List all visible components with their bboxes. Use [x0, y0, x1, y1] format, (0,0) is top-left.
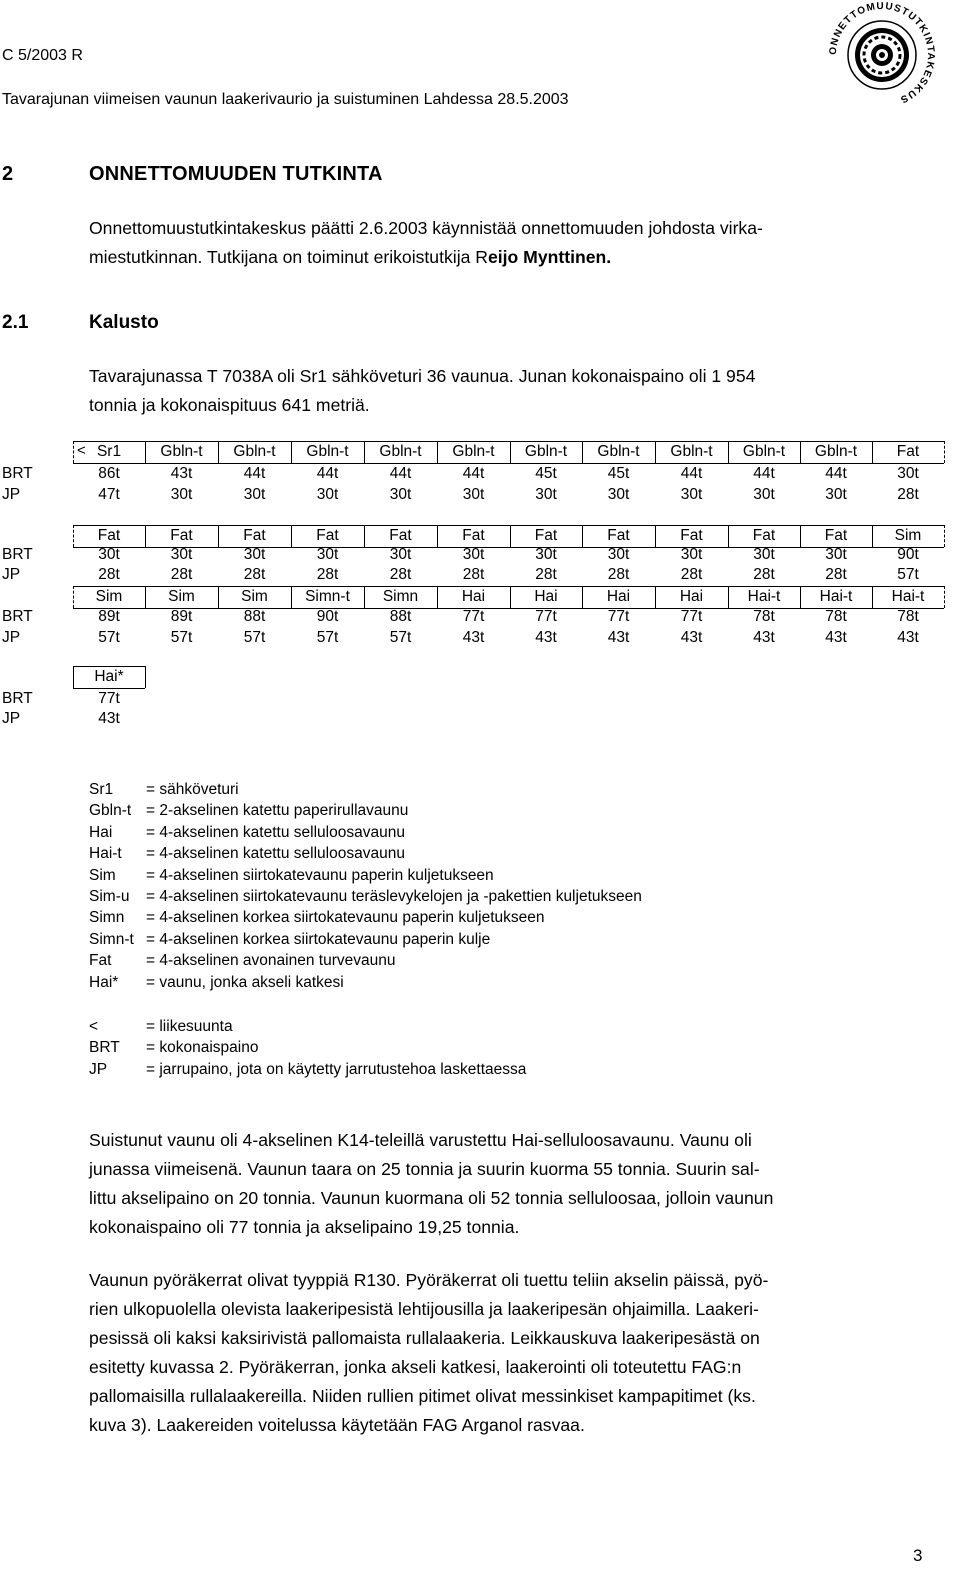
paragraph-line: littu akselipaino on 20 tonnia. Vaunun kuormana oli 52 tonnia selluloosaa, jolloin vaunun — [89, 1188, 774, 1208]
brt-value-cell: 30t — [753, 546, 775, 563]
brt-value-cell: 30t — [316, 546, 339, 563]
legend-value: = kokonaispaino — [146, 1039, 259, 1057]
wagon-type-cell: Sim — [241, 588, 268, 605]
wagon-type-cell: Fat — [97, 527, 121, 544]
section-title: ONNETTOMUUDEN TUTKINTA — [89, 163, 383, 185]
table-rule — [73, 666, 145, 667]
wagon-type-cell: Fat — [389, 527, 412, 544]
paragraph-line: rien ulkopuolella olevista laakeripesistä lehtijousilla ja laakeripesän ohjaimilla. Laakeri- — [89, 1299, 759, 1319]
brt-value-cell: 77t — [680, 608, 703, 625]
wagon-type-cell: Sim — [95, 588, 123, 605]
otk-logo-icon — [818, 0, 946, 110]
brt-value-cell: 77t — [607, 608, 630, 625]
row-label-brt: BRT — [2, 465, 33, 482]
jp-value-cell: 30t — [170, 486, 193, 503]
legend-key: Sr1 — [89, 781, 114, 798]
legend-value: = 4-akselinen katettu selluloosavaunu — [146, 845, 405, 863]
jp-value-cell: 57t — [98, 629, 120, 646]
jp-value-cell: 57t — [897, 566, 919, 583]
legend-value: = 4-akselinen siirtokatevaunu paperin kuljetukseen — [146, 866, 494, 884]
paragraph-line: tonnia ja kokonaispituus 641 metriä. — [89, 395, 370, 415]
legend-key: Gbln-t — [89, 802, 132, 820]
wagon-type-cell: Hai — [534, 588, 558, 605]
paragraph-line — [89, 243, 927, 272]
legend-value: = 2-akselinen katettu paperirullavaunu — [146, 802, 409, 820]
jp-value-cell: 57t — [243, 629, 266, 646]
brt-value-cell: 88t — [243, 608, 266, 625]
jp-value-cell: 28t — [753, 566, 775, 583]
legend-value: = 4-akselinen katettu selluloosavaunu — [146, 823, 405, 841]
jp-value-cell: 43t — [607, 629, 630, 646]
wagon-type-cell: Simn — [382, 588, 419, 605]
brt-value-cell: 44t — [243, 465, 266, 482]
brt-value-cell: 90t — [897, 546, 919, 563]
legend-key: Hai — [89, 823, 113, 841]
jp-value-cell: 57t — [316, 629, 339, 646]
jp-value-cell: 43t — [535, 629, 557, 646]
legend-value: = jarrupaino, jota on käytetty jarrutustehoa laskettaessa — [146, 1060, 527, 1078]
brt-value-cell: 77t — [462, 608, 485, 625]
jp-value-cell: 28t — [825, 566, 847, 583]
wagon-type-cell: Fat — [170, 527, 193, 544]
brt-value-cell: 30t — [535, 546, 557, 563]
paragraph-line: esitetty kuvassa 2. Pyöräkerran, jonka akseli katkesi, laakerointi oli toteutettu FAG:n — [89, 1357, 742, 1377]
coupling-mark — [944, 525, 945, 547]
paragraph-line: Onnettomuustutkintakeskus päätti 2.6.2003 käynnistää onnettomuuden johdosta virka- — [89, 218, 763, 238]
wagon-type-cell: Fat — [896, 443, 920, 460]
wagon-type-cell: Fat — [607, 527, 630, 544]
legend-value: = 4-akselinen korkea siirtokatevaunu paperin kulje — [146, 930, 491, 948]
text-run: miestutkinnan. Tutkijana on toiminut erikoistutkija R — [89, 247, 488, 267]
row-label-jp: JP — [2, 566, 21, 583]
brt-value-cell: 89t — [170, 608, 193, 625]
wagon-type-cell: Gbln-t — [670, 443, 713, 460]
row-label-jp: JP — [2, 710, 21, 727]
jp-value-cell: 47t — [98, 486, 120, 503]
brt-value-cell: 30t — [897, 465, 919, 482]
brt-value-cell: 77t — [535, 608, 557, 625]
legend-value: = sähköveturi — [146, 781, 239, 798]
wagon-type-cell: Gbln-t — [306, 443, 349, 460]
wagon-type-cell: Fat — [534, 527, 558, 544]
legend-value: = 4-akselinen avonainen turvevaunu — [146, 952, 396, 970]
paragraph-line: junassa viimeisenä. Vaunun taara on 25 tonnia ja suurin kuorma 55 tonnia. Suurin sal- — [89, 1159, 760, 1179]
wagon-type-cell: Gbln-t — [233, 443, 276, 460]
brt-value-cell: 30t — [680, 546, 703, 563]
paragraph — [89, 1266, 927, 1440]
wagon-type-cell: Gbln-t — [160, 443, 203, 460]
jp-value-cell: 30t — [753, 486, 775, 503]
row-label-brt: BRT — [2, 690, 33, 707]
legend-value: = vaunu, jonka akseli katkesi — [146, 973, 344, 991]
jp-value-cell: 28t — [680, 566, 703, 583]
jp-value-cell: 30t — [825, 486, 847, 503]
wagon-type-cell: Fat — [824, 527, 848, 544]
legend-value: = 4-akselinen siirtokatevaunu teräslevykelojen ja -pakettien kuljetukseen — [146, 888, 642, 905]
column-divider — [145, 666, 146, 688]
wagon-type-cell: Fat — [462, 527, 485, 544]
subsection-number: 2.1 — [2, 312, 29, 333]
legend-value: = 4-akselinen korkea siirtokatevaunu paperin kuljetukseen — [146, 909, 545, 927]
legend-key: BRT — [89, 1039, 120, 1057]
wagon-type-cell: Simn-t — [305, 588, 350, 605]
paragraph — [89, 214, 927, 272]
legend-key: Sim-u — [89, 888, 130, 905]
jp-value-cell: 28t — [462, 566, 485, 583]
logo-ring-text: ONNETTOMUUSTUTKINTAKESKUS — [827, 0, 937, 106]
brt-value-cell: 44t — [825, 465, 847, 482]
table-rule — [73, 586, 944, 587]
jp-value-cell: 30t — [462, 486, 485, 503]
text-run-bold: eijo Mynttinen. — [487, 247, 612, 267]
brt-value-cell: 43t — [170, 465, 193, 482]
brt-value-cell: 45t — [535, 465, 557, 482]
jp-value-cell: 57t — [389, 629, 412, 646]
jp-value-cell: 43t — [98, 710, 120, 727]
paragraph-line: Suistunut vaunu oli 4-akselinen K14-teleillä varustettu Hai-selluloosavaunu. Vaunu oli — [89, 1130, 752, 1150]
legend-key: JP — [89, 1060, 108, 1078]
legend-key: Sim — [89, 866, 116, 884]
report-id: C 5/2003 R — [2, 47, 83, 64]
legend-key: Simn — [89, 909, 125, 927]
direction-arrow-icon: < — [89, 1018, 99, 1035]
jp-value-cell: 28t — [389, 566, 412, 583]
jp-value-cell: 28t — [535, 566, 557, 583]
wagon-type-cell: Gbln-t — [597, 443, 640, 460]
legend-value: = liikesuunta — [146, 1018, 233, 1035]
wagon-type-cell: Gbln-t — [524, 443, 568, 460]
brt-value-cell: 30t — [389, 546, 412, 563]
jp-value-cell: 43t — [825, 629, 847, 646]
wagon-type-cell: Gbln-t — [814, 443, 858, 460]
brt-value-cell: 78t — [897, 608, 919, 625]
paragraph-line: kuva 3). Laakereiden voitelussa käytetään FAG Arganol rasvaa. — [89, 1415, 585, 1435]
legend-key: Simn-t — [89, 930, 134, 948]
brt-value-cell: 89t — [98, 608, 120, 625]
wagon-type-cell: Hai-t — [891, 588, 925, 605]
paragraph-line: Vaunun pyöräkerrat olivat tyyppiä R130. Pyöräkerrat oli tuettu teliin akselin päissä, pyö- — [89, 1270, 769, 1290]
brt-value-cell: 30t — [462, 546, 485, 563]
jp-value-cell: 30t — [316, 486, 339, 503]
jp-value-cell: 28t — [897, 486, 919, 503]
jp-value-cell: 30t — [243, 486, 266, 503]
jp-value-cell: 43t — [753, 629, 775, 646]
jp-value-cell: 43t — [462, 629, 485, 646]
brt-value-cell: 44t — [316, 465, 339, 482]
legend-key: Fat — [89, 952, 112, 970]
jp-value-cell: 28t — [316, 566, 339, 583]
wagon-type-cell: Fat — [316, 527, 339, 544]
jp-value-cell: 43t — [680, 629, 703, 646]
table-rule — [73, 525, 944, 526]
brt-value-cell: 44t — [753, 465, 775, 482]
wagon-type-cell: Gbln-t — [452, 443, 495, 460]
wagon-type-cell: Hai* — [94, 668, 124, 685]
table-rule — [73, 441, 944, 442]
row-label-jp: JP — [2, 629, 21, 646]
legend-key: Hai-t — [89, 845, 122, 863]
wagon-type-cell: Gbln-t — [379, 443, 422, 460]
paragraph-line: pesissä oli kaksi kaksirivistä pallomaista rullalaakeria. Leikkauskuva laakeripesästä on — [89, 1328, 760, 1348]
jp-value-cell: 30t — [389, 486, 412, 503]
jp-value-cell: 28t — [170, 566, 193, 583]
coupling-mark — [944, 441, 945, 463]
brt-value-cell: 44t — [462, 465, 485, 482]
report-title: Tavarajunan viimeisen vaunun laakerivaurio ja suistuminen Lahdessa 28.5.2003 — [2, 91, 569, 108]
brt-value-cell: 78t — [825, 608, 847, 625]
page-number: 3 — [913, 1546, 923, 1565]
wagon-type-cell: Sr1 — [96, 443, 122, 460]
wagon-type-cell: Fat — [243, 527, 266, 544]
paragraph-line: pallomaisilla rullalaakereilla. Niiden rullien pitimet olivat messinkiset kampapitimet (ks. — [89, 1386, 756, 1406]
brt-value-cell: 44t — [680, 465, 703, 482]
brt-value-cell: 30t — [243, 546, 266, 563]
paragraph — [89, 362, 927, 420]
wagon-type-cell: Hai — [679, 588, 704, 605]
brt-value-cell: 30t — [170, 546, 193, 563]
brt-value-cell: 90t — [316, 608, 339, 625]
row-label-brt: BRT — [2, 546, 33, 563]
wagon-type-cell: Hai — [461, 588, 486, 605]
subsection-title: Kalusto — [89, 312, 159, 333]
jp-value-cell: 30t — [607, 486, 630, 503]
paragraph-line: kokonaispaino oli 77 tonnia ja akselipaino 19,25 tonnia. — [89, 1217, 520, 1237]
paragraph — [89, 1126, 927, 1242]
brt-value-cell: 30t — [98, 546, 120, 563]
jp-value-cell: 30t — [535, 486, 557, 503]
table-rule — [73, 463, 944, 464]
brt-value-cell: 45t — [607, 465, 630, 482]
jp-value-cell: 30t — [680, 486, 703, 503]
wagon-type-cell: Gbln-t — [742, 443, 786, 460]
brt-value-cell: 44t — [389, 465, 412, 482]
brt-value-cell: 30t — [607, 546, 630, 563]
brt-value-cell: 88t — [389, 608, 412, 625]
jp-value-cell: 28t — [243, 566, 266, 583]
wagon-type-cell: Sim — [894, 527, 922, 544]
wagon-type-cell: Hai-t — [819, 588, 853, 605]
row-label-brt: BRT — [2, 608, 33, 625]
jp-value-cell: 57t — [170, 629, 193, 646]
wagon-type-cell: Sim — [168, 588, 195, 605]
brt-value-cell: 78t — [753, 608, 775, 625]
table-rule — [73, 688, 145, 689]
coupling-mark — [944, 586, 945, 608]
wagon-type-cell: Hai — [606, 588, 631, 605]
brt-value-cell: 30t — [825, 546, 847, 563]
jp-value-cell: 43t — [897, 629, 919, 646]
wagon-type-cell: Fat — [680, 527, 703, 544]
direction-arrow-icon: < — [77, 442, 86, 459]
brt-value-cell: 86t — [98, 465, 120, 482]
section-number: 2 — [2, 163, 14, 185]
paragraph-line: Tavarajunassa T 7038A oli Sr1 sähköveturi 36 vaunua. Junan kokonaispaino oli 1 954 — [89, 366, 756, 386]
brt-value-cell: 77t — [98, 690, 120, 707]
legend-key: Hai* — [89, 973, 119, 991]
jp-value-cell: 28t — [607, 566, 630, 583]
row-label-jp: JP — [2, 486, 21, 503]
wagon-type-cell: Fat — [752, 527, 776, 544]
jp-value-cell: 28t — [98, 566, 120, 583]
wagon-type-cell: Hai-t — [747, 588, 781, 605]
